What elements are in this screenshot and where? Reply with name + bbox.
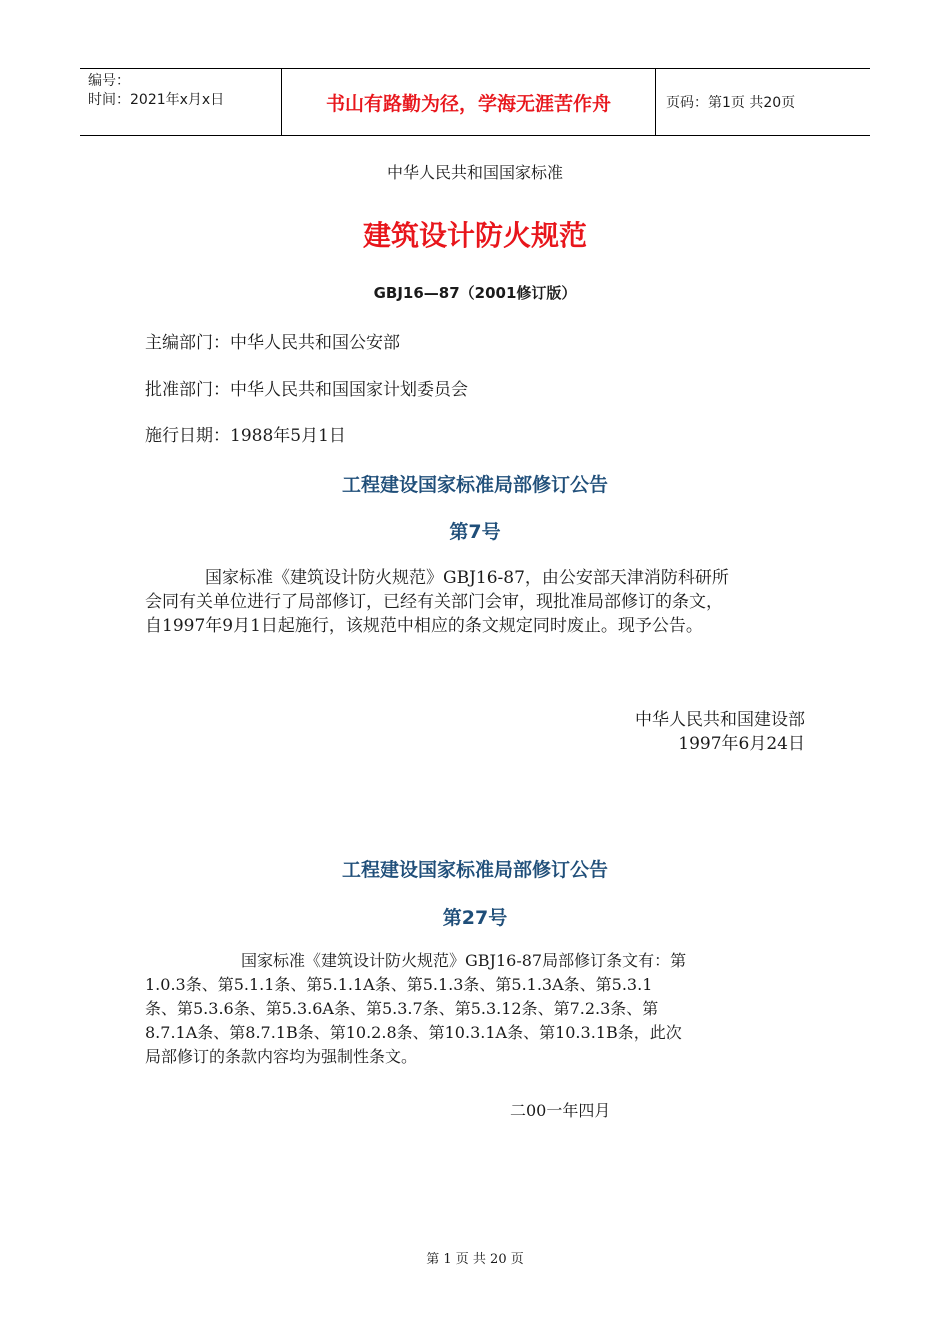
notice1-body <box>145 566 805 638</box>
meta-approver: 批准部门：中华人民共和国国家计划委员会 <box>145 380 468 400</box>
notice2-title: 工程建设国家标准局部修订公告 <box>341 859 608 881</box>
notice1-line: 自1997年9月1日起施行，该规范中相应的条文规定同时废止。现予公告。 <box>145 616 703 636</box>
notice1-title: 工程建设国家标准局部修订公告 <box>341 474 608 496</box>
notice1-line: 会同有关单位进行了局部修订，已经有关部门会审，现批准局部修订的条文， <box>145 592 723 612</box>
notice1-line: 国家标准《建筑设计防火规范》GBJ16-87，由公安部天津消防科研所 <box>205 568 729 588</box>
notice2-date: 二00一年四月 <box>510 1101 611 1120</box>
notice2-line: 条、第5.3.6条、第5.3.6A条、第5.3.7条、第5.3.12条、第7.2.3条、第 <box>145 999 659 1018</box>
notice2-line: 1.0.3条、第5.1.1条、第5.1.1A条、第5.1.3条、第5.1.3A条、第5.3.1 <box>145 975 653 994</box>
header-number-label: 编号： <box>88 73 130 89</box>
notice1-date: 1997年6月24日 <box>678 734 805 754</box>
notice2-body <box>145 949 805 1069</box>
page-footer: 第 1 页 共 20 页 <box>426 1252 524 1267</box>
notice1-signer: 中华人民共和国建设部 <box>635 710 805 730</box>
notice1-signature <box>635 708 805 756</box>
header-meta-cell <box>80 69 282 135</box>
notice1-number: 第7号 <box>449 521 501 543</box>
notice2-line: 8.7.1A条、第8.7.1B条、第10.2.8条、第10.3.1A条、第10.3.1B条，此次 <box>145 1023 682 1042</box>
meta-effective-date: 施行日期：1988年5月1日 <box>145 426 346 446</box>
document-title: 建筑设计防火规范 <box>362 219 587 252</box>
issuer-line: 中华人民共和国国家标准 <box>386 163 563 182</box>
header-motto: 书山有路勤为径，学海无涯苦作舟 <box>282 69 656 135</box>
header-time-label: 时间：2021年x月x日 <box>88 92 225 108</box>
meta-editor: 主编部门：中华人民共和国公安部 <box>145 333 400 353</box>
notice2-number: 第27号 <box>442 907 508 929</box>
header-page-info: 页码：第1页 共20页 <box>666 95 796 111</box>
notice2-line: 局部修订的条款内容均为强制性条文。 <box>145 1047 418 1066</box>
notice2-line: 国家标准《建筑设计防火规范》GBJ16-87局部修订条文有：第 <box>241 951 687 970</box>
standard-code: GBJ16—87（2001修订版） <box>373 284 577 302</box>
page-header <box>80 68 870 136</box>
